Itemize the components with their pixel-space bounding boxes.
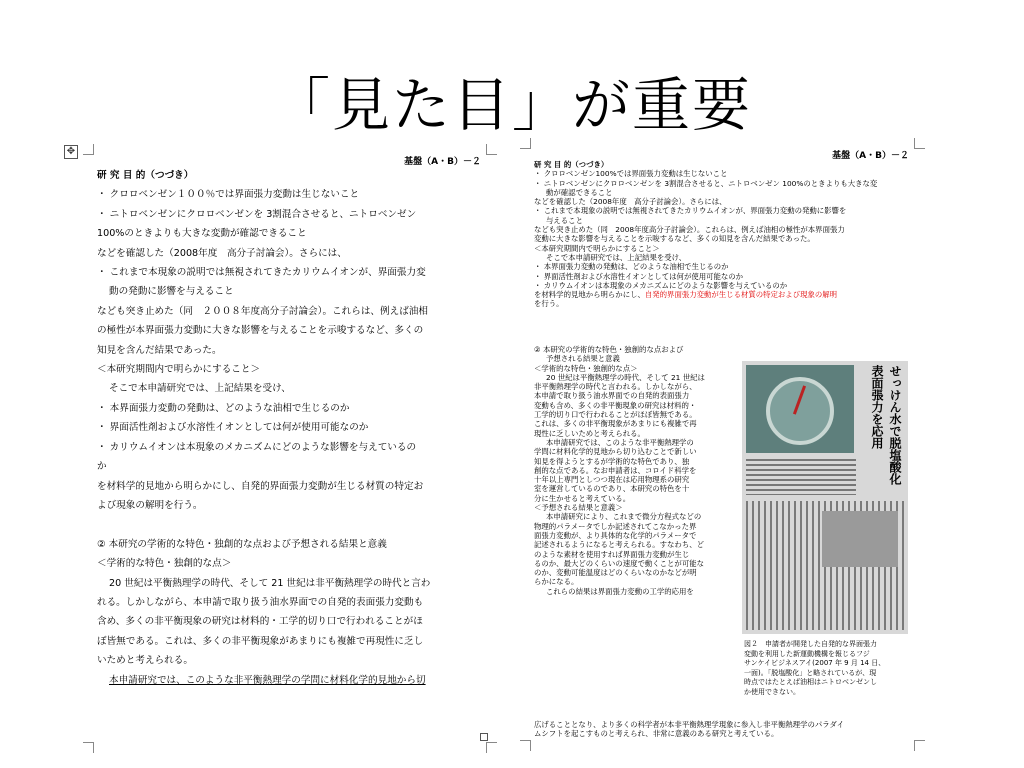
crop-mark (486, 742, 497, 753)
text-line: そこで本申請研究では、上記結果を受け、 (546, 252, 687, 262)
text-line: などを確認した（2008年度 高分子討論会）。さらには、 (97, 247, 347, 259)
text-line: 創的な点である。なお申請者は、コロイド科学を (534, 465, 697, 475)
text-line: 変動も含め、多くの非平衡現象の研究は材料的・ (534, 400, 697, 410)
text-line: 動が確認できること (546, 187, 613, 197)
text-line: ・ カリウムイオンは本現象のメカニズムにどのような影響を与えているのか (534, 280, 788, 290)
crop-mark (520, 138, 531, 149)
text-line: 記述されるようになると考えられる。すなわち、ど (534, 540, 704, 550)
crop-mark (486, 144, 497, 155)
text-line: 20 世紀は平衡熱理学の時代、そして 21 世紀は (546, 372, 705, 382)
text-line: ・ 界面活性剤および水溶性イオンとしては何が使用可能なのか (97, 422, 369, 434)
text-line: 室を運営しているのであり、本研究の特色を十 (534, 484, 690, 494)
text-line (534, 290, 909, 299)
text-line: ＜本研究期間内で明らかにすること＞ (534, 243, 660, 253)
text-line: ・ カリウムイオンは本現象のメカニズムにどのような影響を与えているの (97, 441, 417, 453)
right-page-column-text (534, 345, 740, 596)
text-line: 20 世紀は平衡熱理学の時代、そして 21 世紀は非平衡熱理学の時代と言わ (109, 577, 431, 589)
text-line: ＜学術的な特色・独創的な点＞ (97, 558, 232, 570)
text-line: ・ これまで本現象の説明では無視されてきたカリウムイオンが、界面張力変 (97, 267, 426, 279)
right-document-page (530, 148, 913, 739)
text-line: 変動に大きな影響を与えることを示唆するなど、多くの知見を含んだ結果であった。 (534, 234, 815, 244)
text-line: 本申請研究により、これまで微分方程式などの (546, 512, 702, 522)
text-line: ・ クロロベンゼン１００％では界面張力変動は生じないこと (97, 189, 360, 201)
right-doc-id: 基盤（A・B）－２ (832, 151, 909, 161)
crop-mark (914, 740, 925, 751)
text-line: を行う。 (534, 299, 564, 309)
text-line: なども突き止めた（同 ２００８年度高分子討論会）。これらは、例えば油相 (97, 305, 428, 317)
table-resize-handle[interactable] (480, 733, 488, 741)
text-line: ＜予想される結果と意義＞ (534, 503, 623, 513)
text-line: 知見を含んだ結果であった。 (97, 344, 222, 356)
text-line: 与えること (546, 215, 583, 225)
text-line: これらの結果は界面張力変動の工学的応用を (546, 586, 694, 596)
text-line: ② 本研究の学術的な特色・独創的な点および (534, 345, 684, 354)
text-line: ぼ皆無である。これは、多くの非平衡現象があまりにも複雑で再現性に乏し (97, 635, 424, 647)
text-line: れる。しかしながら、本申請で取り扱う油水界面での自発的表面張力変動も (97, 596, 424, 608)
text-line: なども突き止めた（同 2008年度高分子討論会）。これらは、例えば油相の極性が本界面張力 (534, 225, 845, 235)
text-line: 非平衡熱理学の時代と言われる。しかしながら、 (534, 382, 697, 392)
text-line: の極性が本界面張力変動に大きな影響を与えることを示唆するなど、多くの (97, 325, 424, 337)
text-line: 知見を得ようとするが学術的な特色であり、独 (534, 456, 690, 466)
text-line: か使用できない。 (744, 687, 800, 696)
text-line: を材料学的見地から明らかにし、自発的界面張力変動が生じる材質の特定お (97, 480, 424, 492)
text-line: ムシフトを起こすものと考えられ、非常に意義のある研究と考えている。 (534, 729, 779, 739)
text-line: 本申請で取り扱う油水界面での自発的表面張力 (534, 391, 690, 401)
newspaper-headline: せっけん水で脱塩酸化 表面張力を応用 (870, 365, 902, 485)
text-line: 本申請研究では、このような非平衡熱理学の学問に材料化学的見地から切 (109, 674, 426, 686)
left-doc-id: 基盤（A・B）－２ (404, 157, 481, 167)
text-line: 変動を利用した新運動機構を報じるフジ (744, 649, 870, 658)
text-line: ・ クロロベンゼン100%では界面張力変動は生じないこと (534, 169, 728, 179)
text-line: ・ これまで本現象の説明では無視されてきたカリウムイオンが、界面張力変動の発動に影響を (534, 206, 847, 216)
text-line: 時点ではたとえば油相はニトロベンゼンし (744, 678, 877, 686)
text-line: 一面)。「脱塩酸化」と略されているが、現 (744, 668, 877, 677)
text-line: のような素材を使用すれば界面張力変動が生じ (534, 549, 690, 559)
left-page-text (97, 166, 481, 690)
text-line: るのか、最大どのくらいの速度で動くことが可能な (534, 558, 704, 568)
text-line: 動の発動に影響を与えること (109, 286, 234, 298)
text-span: を材料学的見地から明らかにし、 (534, 290, 645, 300)
left-document-page (93, 154, 485, 742)
text-line: 分に生かせると考えている。 (534, 493, 631, 503)
text-line: 工学的切り口で行われることがほぼ皆無である。 (534, 410, 697, 420)
text-line: 本申請研究では、このような非平衡熱理学の (546, 437, 694, 447)
text-line: 図２ 申請者が開発した自発的な界面張力 (744, 640, 877, 648)
text-line: サンケイビジネスアイ(2007 年 9 月 14 日、 (744, 659, 886, 667)
text-line: ・ ニトロベンゼンにクロロベンゼンを 3割混合させると、ニトロベンゼン (97, 208, 417, 220)
crop-mark (83, 144, 94, 155)
text-line: か (97, 461, 107, 473)
text-line: いためと考えられる。 (97, 655, 193, 667)
figure-caption (744, 640, 912, 697)
newspaper-text-block (746, 459, 856, 495)
text-line: よび現象の解明を行う。 (97, 499, 203, 511)
text-line: らかになる。 (534, 577, 579, 587)
text-line: 研 究 目 的（つづき） (534, 160, 609, 169)
text-line: のか、変動可能温度はどのくらいなのかなどが明 (534, 568, 697, 578)
table-move-handle-icon[interactable]: ✥ (64, 145, 78, 159)
text-line: ② 本研究の学術的な特色・独創的な点および予想される結果と意義 (97, 538, 387, 550)
gauge-image (766, 377, 834, 445)
text-line: ・ 本界面張力変動の発動は、どのような油相で生じるのか (534, 262, 729, 272)
text-line: 100%のときよりも大きな変動が確認できること (97, 228, 307, 240)
text-line: これは、多くの非平衡現象があまりにも複雑で再 (534, 419, 697, 429)
text-line (97, 515, 481, 534)
slide-title: 「見た目」が重要 (271, 71, 752, 139)
text-line: ・ 本界面張力変動の発動は、どのような油相で生じるのか (97, 402, 350, 414)
crop-mark (83, 742, 94, 753)
highlighted-text: 自発的界面張力変動が生じる材質の特定および現象の解明 (644, 290, 838, 300)
text-line: 予想される結果と意義 (546, 354, 620, 364)
right-page-text (534, 160, 909, 309)
text-line: などを確認した（2008年度 高分子討論会）。さらには、 (534, 197, 727, 207)
newspaper-clipping (742, 361, 908, 634)
newspaper-figure (822, 511, 898, 567)
newspaper-photo (746, 365, 854, 453)
crop-mark (520, 740, 531, 751)
text-line: 含め、多くの非平衡現象の研究は材料的・工学的切り口で行われることがほ (97, 616, 423, 628)
right-page-bottom-text (534, 720, 912, 739)
text-line: ・ ニトロベンゼンにクロロベンゼンを 3割混合させると、ニトロベンゼン 100%のときよりも大きな変 (534, 178, 878, 188)
text-line: ＜学術的な特色・独創的な点＞ (534, 363, 638, 373)
text-line: 広げることとなり、より多くの科学者が本非平衡熱理学現象に参入し非平衡熱理学のパラダイ (534, 720, 845, 729)
text-line: そこで本申請研究では、上記結果を受け、 (109, 383, 291, 395)
crop-mark (914, 138, 925, 149)
text-line: ・ 界面活性剤および水溶性イオンとしては何が使用可能なのか (534, 271, 744, 281)
text-line: 面張力変動が、より具体的な化学的パラメータで (534, 530, 697, 540)
text-line: 物理的パラメータでしか記述されてこなかった界 (534, 521, 697, 531)
text-line: 研 究 目 的（つづき） (97, 170, 194, 181)
text-line: 現性に乏しいためと考えられる。 (534, 428, 645, 438)
text-line: 十年以上専門としつつ現在は応用物理系の研究 (534, 475, 690, 485)
text-line: ＜本研究期間内で明らかにすること＞ (97, 364, 261, 376)
text-line: 学問に材料化学的見地から切り込むことで新しい (534, 447, 697, 457)
